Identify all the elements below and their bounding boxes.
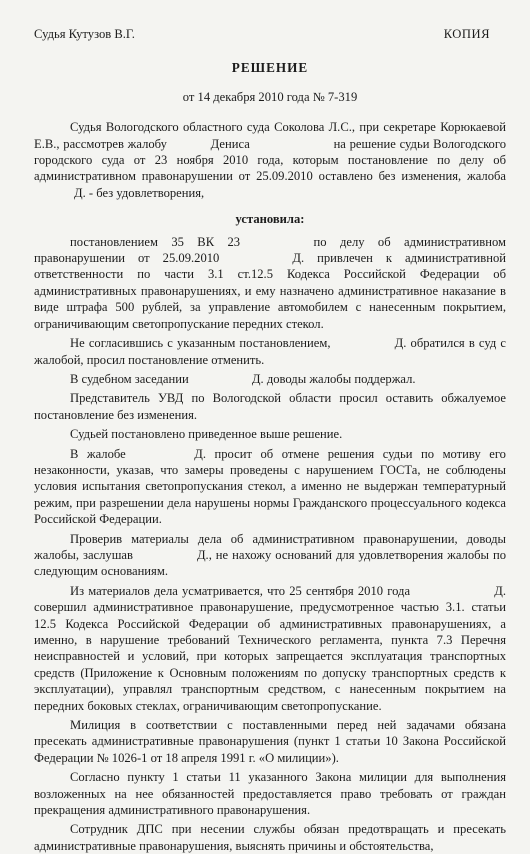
paragraph: Согласно пункту 1 статьи 11 указанного Закона милиции для выполнения возложенных на нее обязанностей предоставляется право требовать от граждан прекращения административного правонарушения. [34, 770, 506, 818]
section-heading: установила: [235, 212, 305, 227]
header-row [34, 26, 506, 42]
paragraph: Судьей постановлено приведенное выше решение. [70, 427, 343, 442]
paragraph: постановлением 35 ВК 23 по делу об административном правонарушении от 25.09.2010 Д. привлечен к административной ответственности по части 3.1 ст.12.5 Кодекса Российской Федерации об административных правонарушениях, и ему назначено административное наказание в виде штрафа 500 рублей, за управление автомобилем с нанесенным покрытием, ограничивающим светопропускание передних стекол. [34, 234, 507, 331]
paragraph: Не согласившись с указанным постановлением, Д. обратился в суд с жалобой, просил постановление отменить. [34, 336, 506, 367]
paragraph: В жалобе Д. просит об отмене решения судьи по мотиву его незаконности, указав, что замеры проведены с нарушением ГОСТа, не соблюдены условия испытания светопропускания стекол, а именно не выдержан температурный режим, при разрешении дела нарушены нормы Гражданского процессуального кодекса Российской Федерации. [34, 446, 506, 527]
judge-name: Судья Кутузов В.Г. [34, 27, 135, 41]
paragraph: Проверив материалы дела об административном правонарушении, доводы жалобы, заслушав Д., не нахожу оснований для удовлетворения жалобы по следующим основаниям. [34, 531, 506, 579]
paragraph: В судебном заседании Д. доводы жалобы поддержал. [70, 371, 416, 386]
paragraph: Представитель УВД по Вологодской области просил оставить обжалуемое постановление без изменения. [34, 391, 506, 422]
intro-paragraph: Судья Вологодского областного суда Соколова Л.С., при секретаре Корюкаевой Е.В., рассмотрев жалобу Дениса на решение судьи Вологодского городского суда от 23 ноября 2010 года, которым постановление по делу об административном правонарушении от 25.09.2010 оставлено без изменения, жалоба Д. - без удовлетворения, [34, 120, 507, 200]
document-date: от 14 декабря 2010 года № 7-319 [182, 89, 358, 104]
paragraph: Из материалов дела усматривается, что 25 сентября 2010 года Д. совершил административное правонарушение, предусмотренное частью 3.1. статьи 12.5 Кодекса Российской Федерации об административных правонарушениях, а именно, в нарушение требований Технического регламента, пункта 7.3 Перечня неисправностей и условий, при которых запрещается эксплуатация транспортных средств (Приложение к Основным положениям по допуску транспортных средств к эксплуатации), управлял транспортным средством, с нанесенным покрытием на передних боковых стеклах, ограничивающим светопропускание. [34, 583, 506, 713]
paragraph: Милиция в соответствии с поставленными перед ней задачами обязана пресекать административные правонарушения (пункт 1 статьи 10 Закона Российской Федерации № 1026-1 от 18 апреля 1991 г. «О милиции»). [34, 718, 506, 765]
document-title: РЕШЕНИЕ [231, 60, 309, 76]
paragraph: Сотрудник ДПС при несении службы обязан предотвращать и пресекать административные правонарушения, выяснять причины и обстоятельства, [34, 822, 506, 853]
copy-stamp: КОПИЯ [443, 27, 490, 41]
